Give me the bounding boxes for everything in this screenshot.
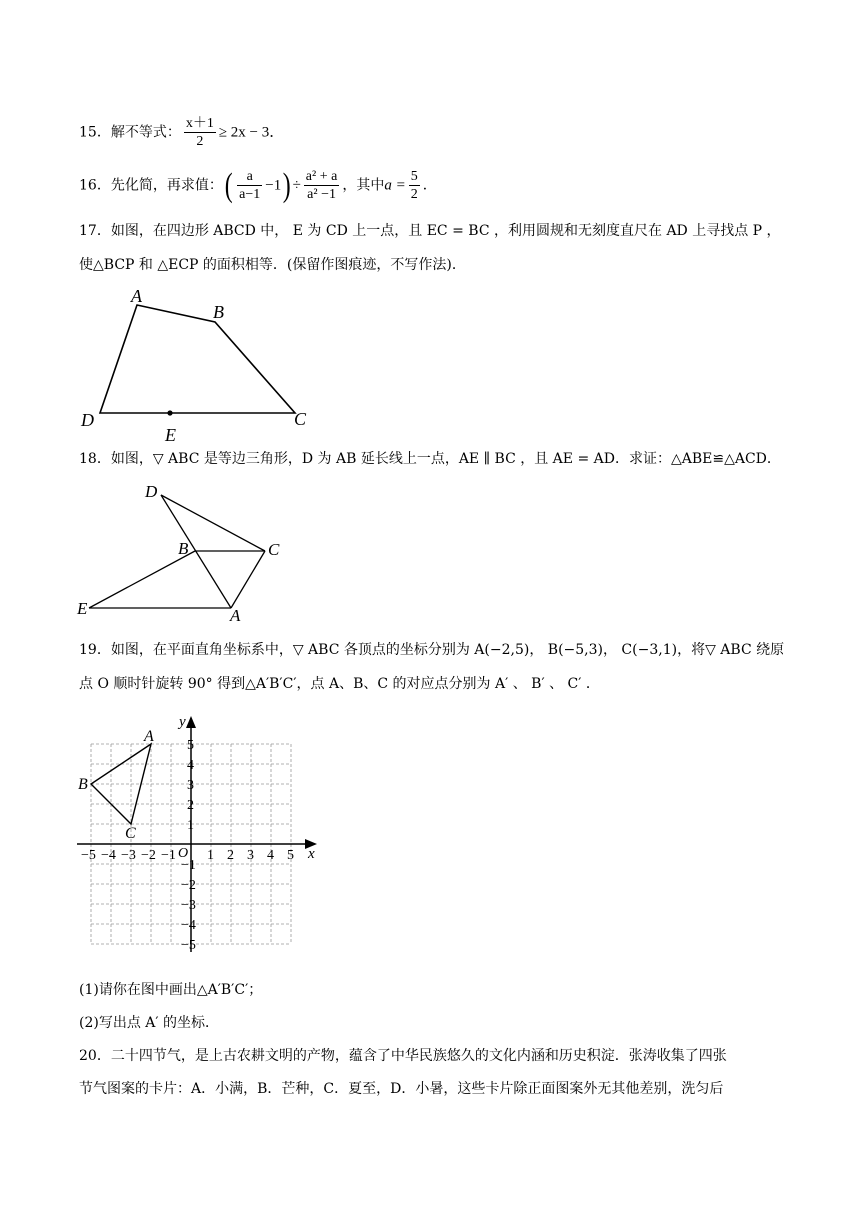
- q16-label: 16．先化简，再求值：: [79, 177, 223, 194]
- x-tick-label: 3: [247, 848, 254, 863]
- x-tick-label: −4: [101, 848, 116, 863]
- question-16: 16．先化简，再求值：( $\frac{a}{a-1}$ −1) ÷ $\frac{\text{a² + a}}{\text{a² −1}}$ ，其中a = $\frac{5}{2}$ ．: [79, 166, 437, 204]
- x-tick-label: −5: [81, 848, 96, 863]
- y-tick-label: 4: [187, 758, 194, 773]
- y-axis-label: y: [179, 714, 186, 730]
- y-tick-label: −4: [181, 918, 196, 933]
- y-axis-arrow-icon: [186, 716, 196, 728]
- label-a: A: [131, 286, 142, 306]
- origin-label: O: [178, 846, 189, 861]
- label-c: C: [294, 409, 307, 429]
- q16-fraction-2: $\frac{\text{a² + a}}{\text{a² −1}}$: [305, 169, 338, 202]
- coordinate-grid: [75, 712, 335, 962]
- point-e: [167, 410, 172, 415]
- x-tick-label: 4: [267, 848, 274, 863]
- question-20-line-1: 20．二十四节气，是上古农耕文明的产物，蕴含了中华民族悠久的文化内涵和历史积淀．张涛收集了四张: [79, 1048, 727, 1064]
- y-tick-label: −1: [181, 858, 196, 873]
- label-b: B: [213, 302, 224, 322]
- y-tick-label: −2: [181, 878, 196, 893]
- question-17-line-1: 17．如图，在四边形 ABCD 中， E 为 CD 上一点，且 EC = BC ，利用圆规和无刻度直尺在 AD 上寻找点 P ，: [79, 223, 781, 239]
- equilateral-triangle-figure: [75, 478, 295, 623]
- x-tick-label: 1: [207, 848, 214, 863]
- label-d: D: [145, 482, 158, 501]
- q15-label: 15．解不等式：: [79, 124, 181, 141]
- label-e: E: [165, 425, 176, 445]
- label-c: C: [268, 540, 280, 559]
- label-a: A: [230, 606, 241, 623]
- question-15: [79, 115, 284, 150]
- x-tick-label: −1: [161, 848, 176, 863]
- q15-rest: ≥ 2x − 3．: [218, 124, 285, 141]
- y-tick-label: −3: [181, 898, 196, 913]
- question-20-line-2: 节气图案的卡片：A．小满，B．芒种，C．夏至，D．小暑，这些卡片除正面图案外无其他差别，洗匀后: [79, 1081, 724, 1097]
- right-paren: ): [282, 166, 291, 204]
- question-19-part-1: (1)请你在图中画出△A′B′C′；: [79, 982, 263, 998]
- x-axis-label: x: [308, 846, 315, 862]
- quadrilateral-figure: [75, 285, 335, 445]
- q15-fraction: $\frac{x+1}{2}$: [185, 116, 214, 149]
- label-e: E: [77, 599, 88, 618]
- label-b: B: [178, 539, 189, 558]
- q16-fraction-3: $\frac{5}{2}$: [410, 169, 418, 202]
- y-tick-label: 5: [187, 738, 194, 753]
- y-tick-label: 2: [187, 798, 194, 813]
- question-19-line-1: 19．如图，在平面直角坐标系中，▽ ABC 各顶点的坐标分别为 A(−2,5)， B(−5,3)， C(−3,1)，将▽ ABC 绕原: [79, 642, 785, 658]
- question-17-line-2: 使△BCP 和 △ECP 的面积相等．(保留作图痕迹，不写作法)．: [79, 257, 466, 273]
- label-d: D: [81, 410, 94, 430]
- question-19-part-2: (2)写出点 A′ 的坐标．: [79, 1015, 220, 1031]
- left-paren: (: [224, 166, 233, 204]
- x-tick-label: 5: [287, 848, 294, 863]
- question-18: 18．如图，▽ ABC 是等边三角形，D 为 AB 延长线上一点，AE ∥ BC ，且 AE = AD．求证：△ABE≌△ACD．: [79, 451, 781, 467]
- point-c-label: C: [125, 825, 136, 842]
- point-a-label: A: [144, 728, 154, 745]
- y-tick-label: −5: [181, 938, 196, 953]
- point-b-label: B: [78, 776, 88, 793]
- question-19-line-2: 点 O 顺时针旋转 90° 得到△A′B′C′，点 A、B、C 的对应点分别为 A′ 、 B′ 、 C′ ．: [79, 676, 600, 692]
- x-tick-label: 2: [227, 848, 234, 863]
- y-tick-label: 1: [187, 818, 194, 833]
- q16-fraction-1: $\frac{a}{a-1}$: [239, 169, 261, 202]
- x-tick-label: −2: [141, 848, 156, 863]
- y-tick-label: 3: [187, 778, 194, 793]
- x-tick-label: −3: [121, 848, 136, 863]
